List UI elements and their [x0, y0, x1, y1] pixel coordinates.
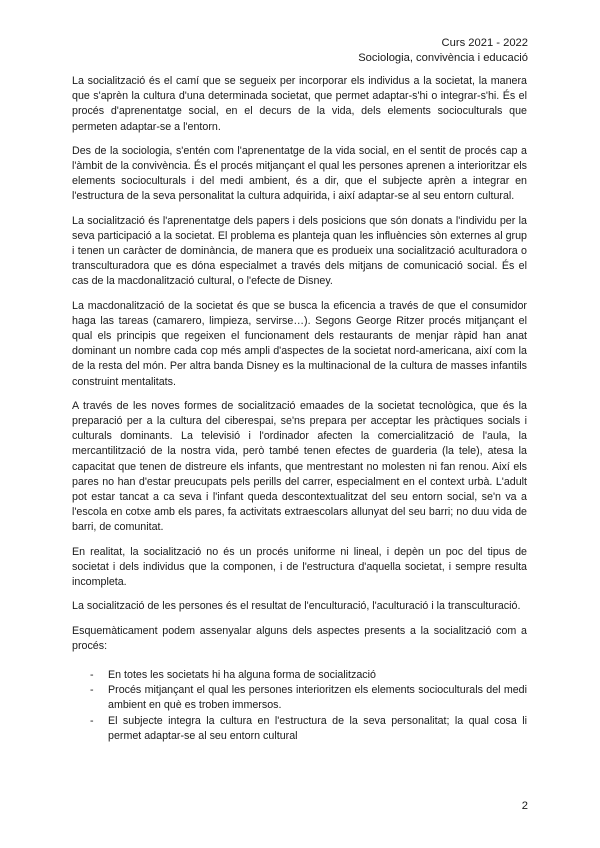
list-item-text: El subjecte integra la cultura en l'estructura de la seva personalitat; la qual cosa li permet adaptar-se al seu entorn cultural [108, 714, 527, 742]
paragraph-macdonalization: La macdonalització de la societat és que se busca la eficencia a través de que el consumidor haga las tareas (camarero, limpieza, servirse…). Segons George Ritzer procés mitjançant el qual els principis que regeixen el funcionament dels restaurants de menjar ràpid han anat dominant un nombre cada cop més ampli d'aspectes de la societat nord-americana, així com la de la resta del món. Per altra banda Disney es la multinacional de la cultura de masses infantils construint mentalitats. [72, 299, 527, 388]
list-bullet: - [90, 684, 94, 697]
course-year: Curs 2021 - 2022 [441, 37, 528, 49]
paragraph-schematic-intro: Esquemàticament podem assenyalar alguns dels aspectes presents a la socialització com a procés: [72, 624, 527, 652]
course-subject: Sociologia, convivència i educació [358, 52, 528, 64]
page-number: 2 [521, 800, 528, 812]
paragraph-roles-and-positions: La socialització és l'aprenentatge dels papers i dels posicions que són donats a l'individu per la seva participació a la societat. El problema es planteja quan les influències sòn externes al grup i tenen un caràcter de dominància, de manera que es produeix una socialització aculturadora o transculturadora que es dóna especialmet a través dels mitjans de comunicació social. És el cas de la macdonalització cultural, o l'efecte de Disney. [72, 214, 527, 288]
paragraph-technological-society: A través de les noves formes de socialització emaades de la societat tecnològica, que és la preparació per a la cultura del ciberespai, se'ns prepara per acceptar les pràctiques socials i culturals dominants. La televisió i l'ordinador afecten la comercialització de l'aula, la mercantilització de la nostra vida, però també tenen efectes de guarderia (la tele), atesa la capacitat que tenen de distreure els infants, que mentrestant no molesten ni fan renou. Així els pares no han d'estar preucupats pels perills del carrer, especialment en el context urbà. L'adult pot estar tancat a ca seva i l'infant queda descontextualitzat del seu entorn social, se'n va a l'escola en cotxe amb els pares, fa activitats extraescolars allunyat del seu barri; no duu vida de barri, de comunitat. [72, 399, 527, 534]
list-item-text: En totes les societats hi ha alguna forma de socialització [108, 668, 376, 681]
list-bullet: - [90, 668, 94, 681]
list-bullet: - [90, 714, 94, 727]
aspects-list [72, 668, 527, 744]
list-item-text: Procés mitjançant el qual les persones interioritzen els elements socioculturals del medi ambient en què es troben immersos. [108, 684, 527, 712]
paragraph-enculturation: La socialització de les persones és el resultat de l'enculturació, l'aculturació i la transculturació. [72, 600, 521, 613]
page-header [358, 36, 528, 66]
list-item [72, 683, 527, 713]
list-item [72, 668, 527, 683]
document-body [72, 74, 527, 744]
paragraph-sociology-view: Des de la sociologia, s'entén com l'aprenentatge de la vida social, en el sentit de procés cap a l'àmbit de la convivència. És el procés mitjançant el qual les persones aprenen a interioritzar els elements socioculturals i del medi ambient, és a dir, que el subjecte aprèn a integrar en l'estructura de la seva personalitat la cultura adquirida, i així adaptar-se al seu entorn cultural. [72, 144, 527, 203]
paragraph-socialization-definition: La socialització és el camí que se segueix per incorporar els individus a la societat, la manera que s'aprèn la cultura d'una determinada societat, que permet adaptar-s'hi o integrar-s'hi. És el procés d'aprenentatge social, en el decurs de la vida, dels elements socioculturals que permeten adaptar-se a l'entorn. [72, 75, 527, 133]
paragraph-non-uniform-process: En realitat, la socialització no és un procés uniforme ni lineal, i depèn un poc del tipus de societat i dels individus que la componen, i de l'estructura d'aquella societat, i sempre resulta incompleta. [72, 545, 527, 589]
list-item [72, 714, 527, 744]
